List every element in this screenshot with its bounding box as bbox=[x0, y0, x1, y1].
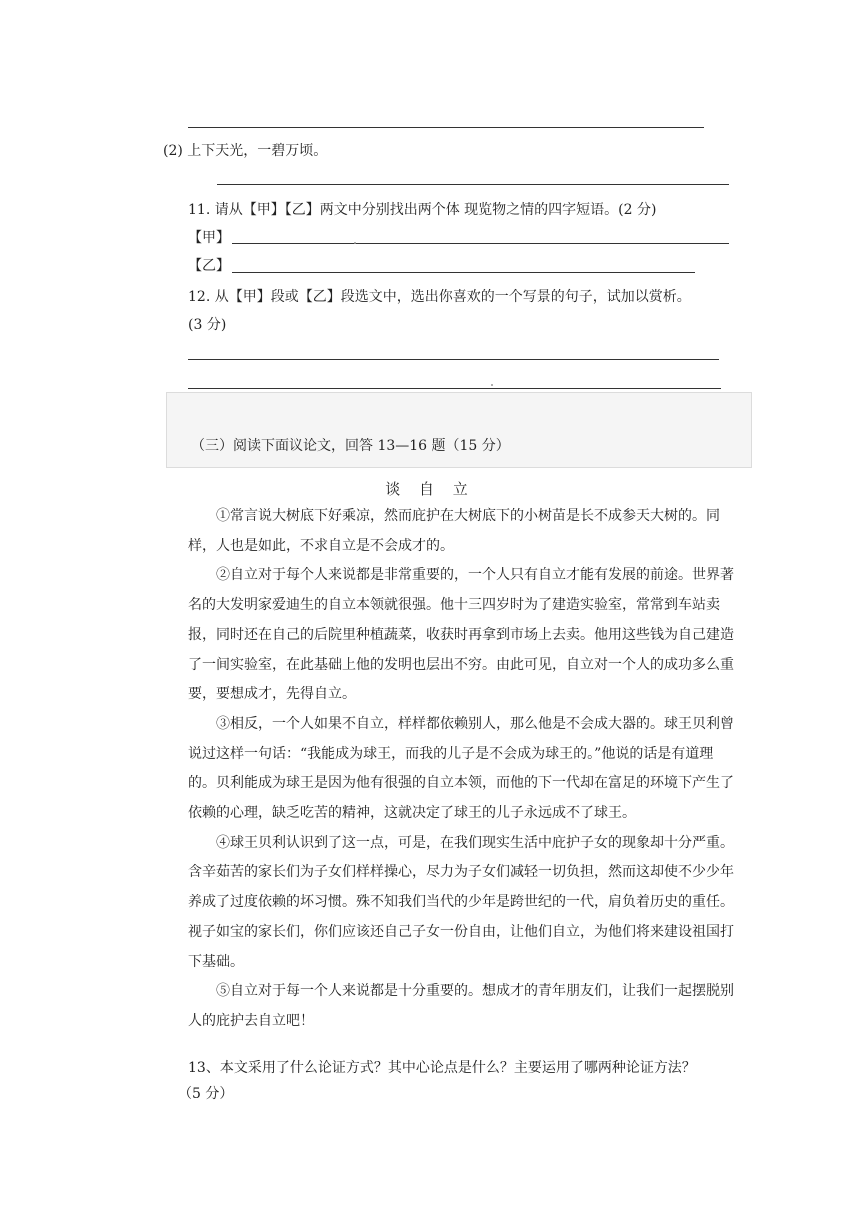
answer-line-jia bbox=[232, 243, 729, 244]
scan-dot bbox=[491, 384, 493, 386]
section3-heading: （三）阅读下面议论文，回答 13—16 题（15 分） bbox=[191, 438, 510, 454]
essay-paragraph-1: ①常言说大树底下好乘凉，然而庇护在大树底下的小树苗是长不成参天大树的。同样，人也是如此，不求自立是不会成才的。 bbox=[188, 508, 720, 554]
answer-line-q12-1 bbox=[188, 359, 719, 360]
scan-dot bbox=[354, 242, 356, 244]
q11-yi-label: 【乙】 bbox=[188, 258, 230, 274]
q10-item2: (2) 上下天光，一碧万顷。 bbox=[163, 143, 328, 159]
q13-score: （5 分） bbox=[178, 1086, 234, 1102]
q11-prompt: 11. 请从【甲】【乙】两文中分别找出两个体 现览物之情的四字短语。(2 分) bbox=[188, 202, 657, 218]
answer-line-item2 bbox=[217, 184, 729, 185]
section-heading-box bbox=[166, 392, 752, 468]
essay-paragraph-5: ⑤自立对于每一个人来说都是十分重要的。想成才的青年朋友们，让我们一起摆脱别人的庇护去自立吧！ bbox=[188, 983, 734, 1029]
essay-body bbox=[188, 502, 736, 1037]
essay-paragraph-3: ③相反，一个人如果不自立，样样都依赖别人，那么他是不会成大器的。球王贝利曾说过这样一句话：“我能成为球王，而我的儿子是不会成为球王的。”他说的话是有道理的。贝利能成为球王是因为他有很强的自立本领，而他的下一代却在富足的环境下产生了依赖的心理，缺乏吃苦的精神，这就决定了球王的儿子永远成不了球王。 bbox=[188, 715, 734, 822]
q13-prompt: 13、本文采用了什么论证方式？其中心论点是什么？主要运用了哪两种论证方法？ bbox=[188, 1060, 696, 1076]
q12-prompt: 12. 从【甲】段或【乙】段选文中，选出你喜欢的一个写景的句子，试加以赏析。 bbox=[188, 289, 691, 305]
q12-score: (3 分) bbox=[188, 317, 227, 333]
answer-line-yi bbox=[232, 272, 695, 273]
essay-paragraph-2: ②自立对于每个人来说都是非常重要的，一个人只有自立才能有发展的前途。世界著名的大发明家爱迪生的自立本领就很强。他十三四岁时为了建造实验室，常常到车站卖报，同时还在自己的后院里种植蔬菜，收获时再拿到市场上去卖。他用这些钱为自己建造了一间实验室，在此基础上他的发明也层出不穷。由此可见，自立对一个人的成功多么重要，要想成才，先得自立。 bbox=[188, 567, 734, 703]
essay-title: 谈 自 立 bbox=[385, 480, 475, 498]
answer-line-q12-2 bbox=[188, 388, 721, 389]
answer-line-item1 bbox=[188, 127, 704, 128]
q11-jia-label: 【甲】 bbox=[188, 230, 230, 246]
essay-paragraph-4: ④球王贝利认识到了这一点，可是，在我们现实生活中庇护子女的现象却十分严重。含辛茹苦的家长们为子女们样样操心，尽力为子女们减轻一切负担，然而这却使不少少年养成了过度依赖的坏习惯。殊不知我们当代的少年是跨世纪的一代，肩负着历史的重任。视子如宝的家长们，你们应该还自己子女一份自由，让他们自立，为他们将来建设祖国打下基础。 bbox=[188, 834, 734, 970]
